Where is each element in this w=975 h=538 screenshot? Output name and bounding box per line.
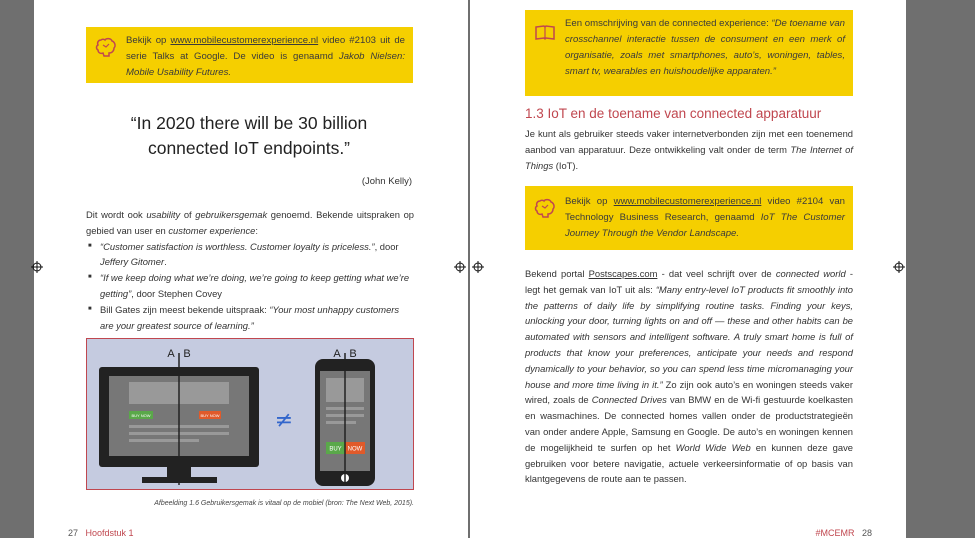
quote-list — [86, 239, 414, 334]
left-page — [34, 0, 468, 538]
page-number: 28 — [861, 528, 872, 538]
lightbulb-brain-icon — [95, 36, 117, 58]
postscapes-link[interactable]: Postscapes.com — [588, 268, 658, 279]
svg-text:B: B — [349, 348, 357, 360]
postscapes-paragraph: Bekend portal Postscapes.com - dat veel schrijft over de connected world - legt het gemak van IoT uit als: “Many entry-level IoT products fit smoothly into the patterns of daily life by simplifying routine tasks. Finding your keys, unlocking your door, turning lights on and off — these and other habits can be automated with sensors and intelligent software. A truly smart home is full of products that know your preferences, anticipate your needs and respond dynamically to your behavior, so you can spend less time micromanaging your house and more time living in it.” Zo zijn ook auto’s en woningen steeds vaker wired, zoals de Connected Drives van BMW en de Wi-fi gestuurde koelkasten en wasmachines. De connected homes vallen onder de productstrategieën van onder andere Apple, Samsung en Google. De auto’s en woningen kennen de mogelijkheid te surfen op het World Wide Web en kunnen deze gave gebruiken voor betere navigatie, actuele verkeersinformatie of op basis van klantgegevens de route aan te passen. — [525, 268, 853, 485]
figure-caption: Afbeelding 1.6 Gebruikersgemak is vitaal op de mobiel (bron: The Next Web, 2015). — [154, 500, 414, 507]
book-icon — [534, 22, 556, 44]
svg-text:NOW: NOW — [347, 446, 363, 453]
pull-quote: “In 2020 there will be 30 billion connected IoT endpoints.” — [130, 113, 368, 158]
intro-paragraph: Dit wordt ook usability of gebruikersgemak genoemd. Bekende uitspraken op gebied van user en customer experience: ■ “Customer satisfaction is worthless. Customer loyalty is priceless.”, door Jeffery Gitomer. ■ “If we keep doing what we’re doing, we’re going to keep getting what we’re getting”, door Stephen Covey ■ Bill Gates zijn meest bekende uitspraak: “Your most unhappy customers are your greatest source of learning.” — [86, 207, 414, 333]
quote-attribution: (John Kelly) — [361, 176, 412, 187]
list-item: ■ “Customer satisfaction is worthless. Customer loyalty is priceless.”, door Jeffery Gitomer. — [86, 239, 414, 271]
callout-text: Bekijk op www.mobilecustomerexperience.nl video #2104 van Technology Business Research, genaamd IoT The Customer Journey Through the Vendor Landscape. — [565, 196, 846, 239]
chapter-label: Hoofdstuk 1 — [85, 528, 134, 538]
definition-text: Een omschrijving van de connected experience: “De toename van crosschannel interactie tussen de consument en een merk of organisatie, zoals met smartphones, auto’s, woningen, tables, smart tv, wearables en huishoudelijke apparaten.” — [565, 18, 846, 77]
right-footer — [815, 528, 872, 538]
registration-mark-icon — [454, 261, 466, 273]
definition-callout — [525, 10, 853, 96]
registration-mark-icon — [893, 261, 905, 273]
mce-link[interactable]: www.mobilecustomerexperience.nl — [170, 35, 319, 46]
iot-paragraph: Je kunt als gebruiker steeds vaker internetverbonden zijn met een toenemend aanbod van apparatuur. Deze ontwikkeling valt onder de term The Internet of Things (IoT). — [525, 128, 853, 171]
label-b: B — [183, 348, 191, 360]
section-heading: 1.3 IoT en de toename van connected apparatuur — [525, 106, 822, 121]
label-a: A — [167, 348, 175, 360]
video-callout-2103 — [86, 27, 413, 83]
svg-text:BUY NOW: BUY NOW — [200, 413, 220, 418]
desktop-vs-mobile-illustration — [87, 339, 413, 489]
list-item: ■ Bill Gates zijn meest bekende uitspraak: “Your most unhappy customers are your greatest source of learning.” — [86, 302, 414, 334]
callout-text: Bekijk op www.mobilecustomerexperience.nl video #2103 uit de serie Talks at Google. De video is genaamd Jakob Nielsen: Mobile Usability Futures. — [126, 35, 405, 78]
hashtag-label: #MCEMR — [815, 528, 855, 538]
right-page — [470, 0, 906, 538]
registration-mark-icon — [472, 261, 484, 273]
not-equal-sign: ≠ — [274, 408, 294, 433]
lightbulb-brain-icon — [534, 197, 556, 219]
page-number: 27 — [68, 528, 79, 538]
video-callout-2104 — [525, 186, 853, 250]
mce-link[interactable]: www.mobilecustomerexperience.nl — [613, 196, 762, 207]
registration-mark-icon — [31, 261, 43, 273]
svg-text:BUY NOW: BUY NOW — [131, 413, 151, 418]
left-footer — [68, 528, 134, 538]
svg-text:A: A — [333, 348, 341, 360]
list-item: ■ “If we keep doing what we’re doing, we’re going to keep getting what we’re getting”, door Stephen Covey — [86, 270, 414, 302]
svg-text:BUY: BUY — [329, 446, 342, 453]
usability-figure — [86, 338, 414, 490]
